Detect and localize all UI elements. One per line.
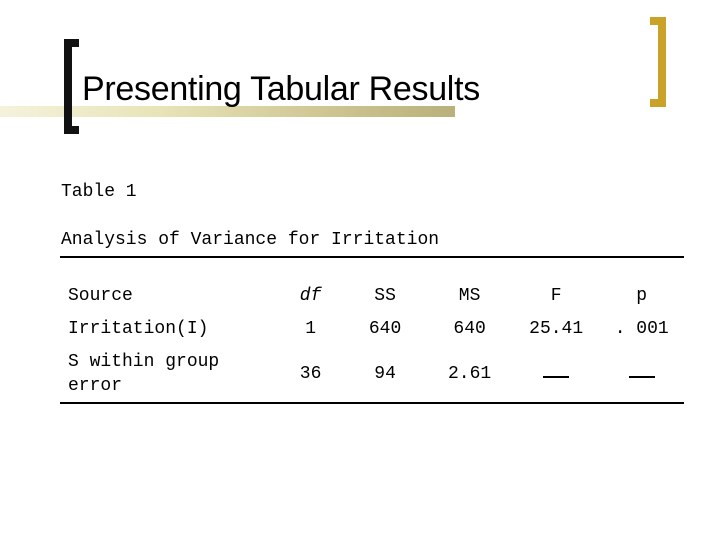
cell-ss: 640: [368, 319, 402, 339]
anova-table: [60, 278, 684, 404]
header-df: df: [299, 286, 322, 306]
table-top-rule: [60, 256, 684, 258]
header-ss: SS: [374, 286, 396, 306]
table-row: [60, 344, 684, 404]
cell-source-line1: S within group: [68, 352, 220, 372]
cell-df: 36: [299, 364, 322, 384]
cell-f: 25.41: [529, 319, 584, 339]
table-row: [60, 314, 684, 344]
blank-dash: [543, 362, 569, 378]
cell-ms: 2.61: [447, 364, 492, 384]
cell-ms: 640: [453, 319, 486, 339]
table-bottom-rule: [60, 402, 684, 404]
slide-title: Presenting Tabular Results: [82, 70, 480, 108]
cell-source-line2: error: [68, 376, 123, 396]
table-caption: Analysis of Variance for Irritation: [61, 230, 440, 250]
left-bracket-decoration: [64, 39, 79, 134]
cell-source: Irritation(I): [68, 319, 209, 339]
cell-p-blank: [599, 344, 684, 404]
header-f: F: [550, 286, 562, 306]
table-number: Table 1: [61, 182, 137, 202]
cell-df: 1: [305, 319, 316, 339]
header-p: p: [636, 286, 648, 306]
table-header-row: [60, 278, 684, 314]
header-source: Source: [68, 286, 133, 306]
cell-p: . 001: [614, 319, 669, 339]
cell-source: [60, 344, 277, 404]
header-ms: MS: [458, 286, 481, 306]
right-bracket-decoration: [650, 17, 666, 107]
blank-dash: [629, 362, 655, 378]
cell-ss: 94: [374, 364, 396, 384]
cell-f-blank: [513, 344, 600, 404]
